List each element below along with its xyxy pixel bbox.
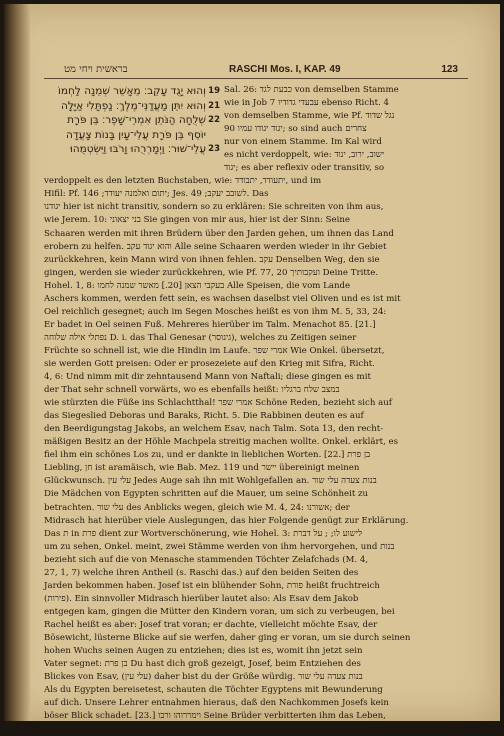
commentary-line: Er badet in Oel seinen Fuß. Mehreres hierüber im Talm. Menachot 85. [21.] [44, 319, 376, 330]
verse-text: יוֹסֵף בֵּן פֹּרָת עֲלֵי־עָיִן בָּנוֹת צָעֲדָה [66, 128, 206, 141]
commentary-line: wie stürzten die Füße ins Schlachtthal! אמרי שפר Schöne Reden, bezieht sich auf [44, 398, 392, 409]
commentary-line: den Beerdigungstag Jakobs, an welchem Esav, nach Talm. Sota 13, den recht- [44, 424, 384, 435]
commentary-line: auf dich. Unsere Lehrer entnahmen hieraus, daß den Nachkommen Josefs kein [44, 698, 389, 709]
commentary-line: 27, 1, 7) welche ihren Antheil (s. Raschi das.) auf den beiden Seiten des [44, 567, 359, 578]
book-gutter [4, 4, 30, 721]
commentary-line: נפתלי אילה שלוחה D. i. das Thal Genesar (גינוסר), welches zu Zeitigen seiner [44, 332, 357, 343]
commentary-line: 90 יגוד יגודו עמיו; so sind auch צחרים [224, 124, 367, 135]
commentary-line: das Siegeslied Deboras und Baraks, Richt. 5. Die Rabbinen deuten es auf [44, 411, 364, 422]
verse-number: 23 [208, 144, 220, 155]
commentary-line: entgegen kam, gingen die Mütter den Kindern voran, um sich zu verbeugen, bei [44, 606, 395, 617]
commentary-line: Vater segnet: בן פרת Du hast dich groß gezeigt, Josef, beim Entziehen des [44, 659, 361, 670]
commentary-line: böser Blick schadet. [23.] וימררוהו ורבו Seine Brüder verbitterten ihm das Leben, [44, 711, 386, 722]
commentary-line: zurückkehren, kein Mann wird von ihnen fehlen. עקב Denselben Weg, den sie [44, 254, 380, 265]
commentary-line: Liebling, חן ist aramäisch, wie Bab. Mez. 119 und יישר übereinigt meinen [44, 463, 360, 474]
commentary-line: 4, 6: Und nimm mit dir zehntausend Mann von Naftali; diese gingen es mit [44, 372, 371, 383]
commentary-line: sie werden Gott preisen: Oder er prosezeiete auf den Krieg mit Sifra, Richt. [44, 358, 375, 369]
commentary-line: Hohel. 1, 8: בעקבי הצאן [20.] מאשר שמנה לחמו Alle Speisen, die vom Lande [44, 280, 351, 291]
commentary-line: Früchte so schnell ist, wie die Hindin im Laufe. אמרי שפר Wie Onkel. übersetzt, [44, 345, 385, 356]
commentary-line: Hifil: Pf. 146 ;יתום ואלמנה יעודד; Jes. 49 ;לשובב יעקב. Das [44, 189, 269, 200]
page-number: 123 [441, 64, 458, 75]
commentary-line: (פירות). Ein sinnvoller Midrasch hierüber lautet also: Als Esav dem Jakob [44, 593, 359, 604]
commentary-line: Oel reichlich gesegnet; auch im Segen Mosches heißt es von ihm M. 5, 33, 24: [44, 306, 387, 317]
commentary-line: erobern zu helfen. והוא יגוד עקב Alle seine Schaaren werden wieder in ihr Gebiet [44, 241, 387, 252]
commentary-line: wie Jerem. 10: בני יצאוני Sie gingen von mir aus, hier ist der Sinn: Seine [44, 215, 350, 226]
commentary-line: um zu sehen, Onkel. meint, zwei Stämme werden von ihm hervorgehen, und בנות [44, 541, 395, 552]
commentary-line: mäßigen Besitz an der Höhle Machpela streitig machen wollte. Onkel. erklärt, es [44, 437, 399, 448]
commentary-line: fiel ihm ein schönes Los zu, und er dankte in lieblichen Worten. [22.] בן פרת [44, 450, 371, 461]
commentary-line: ebenso Potifar und seine Frau, um ihn ins Gefängniß zu bringen, wie M. 2, 1, [44, 724, 381, 735]
commentary-line: Midrasch hat hierüber viele Auslegungen, das hier Folgende genügt zur Erklärung. [44, 515, 409, 526]
commentary-line: bezieht sich auf die von Menasche stammenden Töchter Zelafchads (M. 4, [44, 554, 369, 565]
book-page [4, 4, 500, 735]
commentary-line: Jarden bekommen haben. Josef ist ein blühender Sohn, פורת heißt fruchtreich [44, 580, 380, 591]
commentary-line: יגוד; es aber reflexiv oder transitiv, so [224, 163, 385, 174]
verse-text: עֲלֵי־שׁוּר׃ וַיְמָרְרֻהוּ וָרֹבּוּ וַיִּשְׂטְמֻהוּ [69, 143, 206, 156]
commentary-line: gingen, werden sie wieder zurückkehren, wie Pf. 77, 20 ועקבותיך Deine Tritte. [44, 267, 379, 278]
commentary-line: es nicht verdoppelt, wie: ישוב, ירוב, ינוד [224, 150, 385, 161]
verse-text: וְהוּא יָגֻד עָקֵב׃ מֵאָשֵׁר שְׁמֵנָה לַחְמוֹ [58, 85, 206, 97]
commentary-line: nur von einem Stamme. Im Kal wird [224, 137, 382, 148]
commentary-line: betrachten. עלי שור des Anblicks wegen, gleich wie M. 4, 24: אשורנו; der [44, 502, 350, 513]
commentary-line: Die Mädchen von Egypten schritten auf die Mauer, um seine Schönheit zu [44, 489, 369, 500]
commentary-line: Als du Egypten bereisetest, schauten die Töchter Egyptens mit Bewunderung [44, 685, 383, 696]
commentary-line: der That sehr schnell vorwärts, wo es ebenfalls heißt: במצב שלח ברגליו [44, 385, 340, 396]
verse-number: 22 [208, 115, 220, 126]
commentary-line: Glückwunsch. עלי עין Jedes Auge sah ihn mit Wohlgefallen an. בנות צעדה עלי שור [44, 476, 377, 487]
hebrew-running-title: בראשית ויחי מט [64, 64, 128, 75]
verse-number: 21 [208, 100, 220, 111]
commentary-line: Schaaren werden mit ihren Brüdern über den Jarden gehen, um ihnen das Land [44, 228, 394, 239]
commentary-line: Sal. 26: כבעת לגד von demselben Stamme [224, 85, 399, 95]
commentary-line: verdoppelt es den letzten Buchstaben, wie: יתעודד, יתבודד, und im [44, 176, 322, 187]
commentary-line: von demselben Stamme, wie Pf. נגל שדוד [224, 111, 395, 122]
commentary-line: Blickes von Esav, (עלי עין) daher bist du der Größe würdig. בנות צעדה עלי שור [44, 672, 363, 683]
verse-number: 19 [208, 86, 220, 96]
commentary-text [44, 84, 468, 736]
verse-text: שְׁלֻחָה הַנֹּתֵן אִמְרֵי־שָׁפֶר׃ בֵּן פֹּרָת [67, 114, 206, 127]
verse-text: וְהוּא יִתֵּן מַעֲדַנֵּי־מֶלֶךְ׃ נַפְתָּלִי אַיָּלָה [61, 99, 206, 112]
header-rule [44, 78, 468, 79]
commentary-line: Aschers kommen, werden fett sein, es wachsen daselbst viel Oliven und es ist mit [44, 293, 401, 304]
commentary-line: Rachel heißt es aber: Josef trat voran; er dachte, vielleicht möchte Esav, der [44, 619, 378, 630]
commentary-line: Bösewicht, lüsterne Blicke auf sie werfen, daher ging er voran, um sie durch seinen [44, 632, 411, 643]
commentary-line: hohen Wuchs seinen Augen zu entziehen; dies ist es, womit ihn jetzt sein [44, 646, 363, 657]
running-title: RASCHI Mos. I, KAP. 49 [229, 64, 341, 75]
commentary-line: יגודנו hier ist nicht transitiv, sondern so zu erklären: Sie schreiten von ihm aus, [44, 202, 384, 213]
commentary-line: Das ת in פרת dient zur Wortverschönerung, wie Hohel. 3: לישוע לו; ; על דברת [44, 528, 363, 539]
commentary-line: wie in Job 7 עבעדי גדודיו ebenso Richt. 4 [224, 98, 389, 109]
